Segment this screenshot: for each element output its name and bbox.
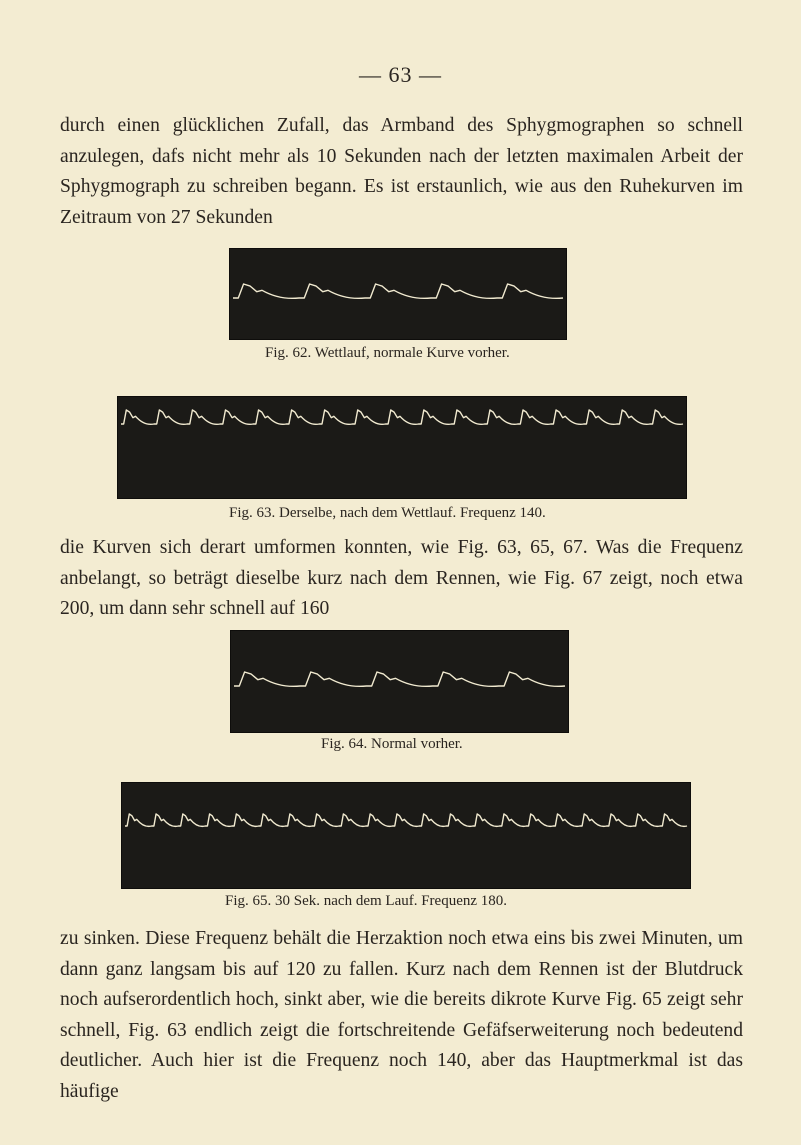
wave-63 bbox=[121, 410, 683, 424]
paragraph-3: zu sinken. Diese Frequenz behält die Herzaktion noch etwa eins bis zwei Minuten, um dann ganz langsam bis auf 120 zu fallen. Kurz nach dem Rennen ist der Blutdruck noch aufserordentlich hoch, sinkt aber, wie die bereits dikrote Kurve Fig. 65 zeigt sehr schnell, Fig. 63 endlich zeigt die fortschreitende Gefäfserweiterung noch bedeutend deutlicher. Auch hier ist die Frequenz noch 140, aber das Hauptmerkmal ist das häufige bbox=[60, 928, 743, 1102]
paragraph-2: die Kurven sich derart umformen konnten, wie Fig. 63, 65, 67. Was die Frequenz anbelangt, so beträgt dieselbe kurz nach dem Rennen, wie Fig. 67 zeigt, noch etwa 200, um dann sehr schnell auf 160 bbox=[60, 537, 743, 619]
wave-62 bbox=[233, 284, 563, 298]
figure-63-caption: Fig. 63. Derselbe, nach dem Wettlauf. Frequenz 140. bbox=[229, 505, 546, 521]
wave-65 bbox=[125, 814, 687, 826]
figure-64-caption: Fig. 64. Normal vorher. bbox=[321, 736, 463, 752]
paragraph-1: durch einen glücklichen Zufall, das Armband des Sphygmographen so schnell anzulegen, dafs nicht mehr als 10 Sekunden nach der letzten maximalen Arbeit der Sphygmograph zu schreiben begann. Es ist erstaunlich, wie aus den Ruhekurven im Zeitraum von 27 Sekunden bbox=[60, 115, 743, 228]
pulse-trace-64 bbox=[230, 630, 569, 733]
page-number: — 63 — bbox=[359, 62, 442, 87]
wave-64 bbox=[234, 672, 565, 686]
figure-62-caption: Fig. 62. Wettlauf, normale Kurve vorher. bbox=[265, 345, 510, 361]
pulse-trace-63 bbox=[117, 396, 687, 499]
figure-65-pulse-trace bbox=[121, 782, 691, 889]
figure-65-caption: Fig. 65. 30 Sek. nach dem Lauf. Frequenz 180. bbox=[225, 893, 508, 909]
figure-64-pulse-trace bbox=[230, 630, 569, 733]
figure-63-pulse-trace bbox=[117, 396, 687, 499]
figure-62-pulse-trace bbox=[229, 248, 567, 340]
pulse-trace-65 bbox=[121, 782, 691, 889]
pulse-trace-62 bbox=[229, 248, 567, 340]
